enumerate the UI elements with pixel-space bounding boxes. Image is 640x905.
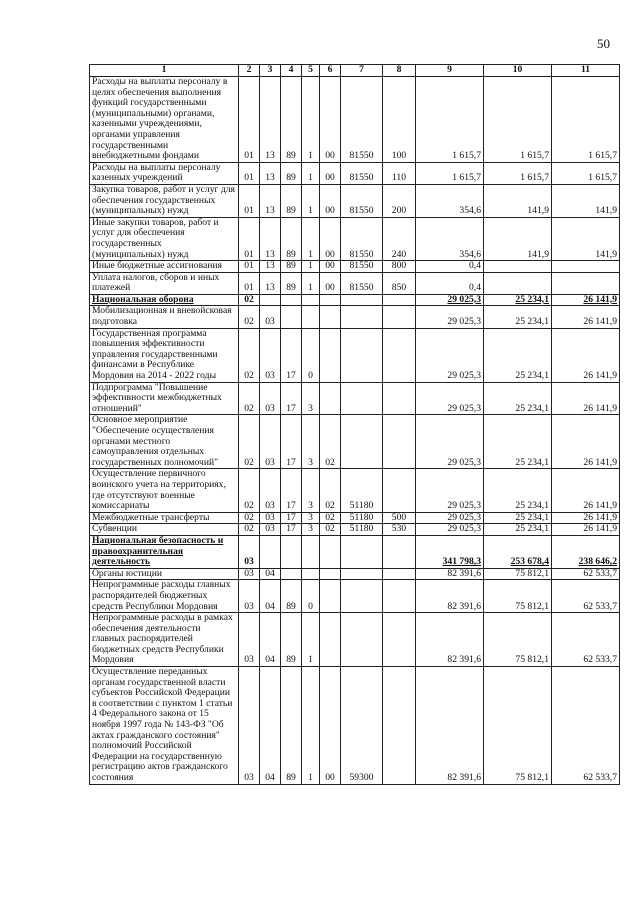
amount-col-9: 29 025,3 <box>416 469 484 512</box>
subprogram-code <box>302 306 320 328</box>
subprogram-code: 3 <box>302 415 320 469</box>
direction-code: 81550 <box>341 272 383 294</box>
amount-col-10 <box>484 261 552 273</box>
row-name: Органы юстиции <box>90 568 239 580</box>
direction-code: 81550 <box>341 261 383 273</box>
amount-col-11: 26 141,9 <box>552 512 620 524</box>
subprogram-code: 1 <box>302 261 320 273</box>
amount-col-9: 1 615,7 <box>416 77 484 163</box>
amount-col-10: 25 234,1 <box>484 306 552 328</box>
expense-type-code: 240 <box>383 217 416 260</box>
table-row <box>90 512 620 524</box>
table-row <box>90 328 620 382</box>
activity-code <box>320 535 341 568</box>
amount-col-10: 75 812,1 <box>484 667 552 785</box>
amount-col-10: 25 234,1 <box>484 328 552 382</box>
section-code: 01 <box>239 184 260 217</box>
header-cell: 2 <box>239 65 260 77</box>
amount-col-9: 354,6 <box>416 217 484 260</box>
amount-col-11: 141,9 <box>552 217 620 260</box>
subprogram-code: 1 <box>302 162 320 184</box>
expense-type-code <box>383 568 416 580</box>
subsection-code: 13 <box>260 162 281 184</box>
subprogram-code: 1 <box>302 77 320 163</box>
table-row <box>90 272 620 294</box>
table-row <box>90 184 620 217</box>
section-code: 01 <box>239 272 260 294</box>
row-name: Иные закупки товаров, работ и услуг для обеспечения государственных (муниципальных) нужд <box>90 217 239 260</box>
subsection-code: 03 <box>260 524 281 536</box>
program-code <box>281 568 302 580</box>
header-cell: 6 <box>320 65 341 77</box>
amount-col-11: 26 141,9 <box>552 328 620 382</box>
amount-col-10: 25 234,1 <box>484 512 552 524</box>
activity-code: 02 <box>320 524 341 536</box>
expense-type-code <box>383 469 416 512</box>
program-code: 89 <box>281 184 302 217</box>
amount-col-9: 29 025,3 <box>416 306 484 328</box>
expense-type-code <box>383 667 416 785</box>
program-code <box>281 306 302 328</box>
activity-code: 00 <box>320 184 341 217</box>
subprogram-code: 0 <box>302 580 320 613</box>
table-row <box>90 162 620 184</box>
activity-code <box>320 568 341 580</box>
direction-code <box>341 568 383 580</box>
header-cell: 11 <box>552 65 620 77</box>
amount-col-10: 25 234,1 <box>484 415 552 469</box>
amount-col-10: 1 615,7 <box>484 162 552 184</box>
amount-col-11: 62 533,7 <box>552 613 620 667</box>
row-name: Национальная оборона <box>90 294 239 306</box>
direction-code <box>341 328 383 382</box>
program-code: 89 <box>281 77 302 163</box>
section-code: 02 <box>239 306 260 328</box>
expense-type-code: 800 <box>383 261 416 273</box>
direction-code <box>341 306 383 328</box>
subprogram-code <box>302 535 320 568</box>
amount-col-9: 1 615,7 <box>416 162 484 184</box>
activity-code: 02 <box>320 469 341 512</box>
amount-col-9: 29 025,3 <box>416 524 484 536</box>
subsection-code: 04 <box>260 667 281 785</box>
amount-col-9: 29 025,3 <box>416 382 484 415</box>
table-row <box>90 217 620 260</box>
table-row <box>90 77 620 163</box>
subsection-code: 13 <box>260 261 281 273</box>
activity-code: 00 <box>320 217 341 260</box>
amount-col-11: 26 141,9 <box>552 382 620 415</box>
amount-col-10: 25 234,1 <box>484 294 552 306</box>
amount-col-9: 29 025,3 <box>416 294 484 306</box>
expense-type-code: 200 <box>383 184 416 217</box>
direction-code: 59300 <box>341 667 383 785</box>
subsection-code <box>260 535 281 568</box>
program-code: 89 <box>281 272 302 294</box>
row-name: Расходы на выплаты персоналу в целях обеспечения выполнения функций государственными (муниципальными) органами, казенными учреждениями, органами управления государственными внебюджетными фондами <box>90 77 239 163</box>
section-code: 02 <box>239 382 260 415</box>
direction-code: 81550 <box>341 77 383 163</box>
row-name: Расходы на выплаты персоналу казенных учреждений <box>90 162 239 184</box>
row-name: Иные бюджетные ассигнования <box>90 261 239 273</box>
row-name: Непрограммные расходы в рамках обеспечения деятельности главных распорядителей бюджетных средств Республики Мордовия <box>90 613 239 667</box>
subprogram-code: 1 <box>302 667 320 785</box>
expense-type-code: 500 <box>383 512 416 524</box>
activity-code: 00 <box>320 261 341 273</box>
row-name: Государственная программа повышения эффективности управления государственными финансами в Республике Мордовия на 2014 - 2022 годы <box>90 328 239 382</box>
expense-type-code <box>383 306 416 328</box>
activity-code <box>320 306 341 328</box>
row-name: Осуществление первичного воинского учета на территориях, где отсутствуют военные комиссариаты <box>90 469 239 512</box>
activity-code <box>320 613 341 667</box>
row-name: Непрограммные расходы главных распорядителей бюджетных средств Республики Мордовия <box>90 580 239 613</box>
activity-code: 00 <box>320 162 341 184</box>
amount-col-10: 141,9 <box>484 184 552 217</box>
amount-col-9: 29 025,3 <box>416 512 484 524</box>
direction-code: 81550 <box>341 184 383 217</box>
amount-col-9: 0,4 <box>416 272 484 294</box>
header-cell: 8 <box>383 65 416 77</box>
program-code: 89 <box>281 667 302 785</box>
header-cell: 10 <box>484 65 552 77</box>
table-row <box>90 469 620 512</box>
subsection-code: 03 <box>260 512 281 524</box>
table-row <box>90 667 620 785</box>
amount-col-11: 141,9 <box>552 184 620 217</box>
subsection-code: 13 <box>260 184 281 217</box>
section-code: 02 <box>239 328 260 382</box>
subsection-code: 13 <box>260 272 281 294</box>
amount-col-11: 26 141,9 <box>552 294 620 306</box>
section-code: 01 <box>239 77 260 163</box>
row-name: Мобилизационная и вневойсковая подготовка <box>90 306 239 328</box>
amount-col-11: 26 141,9 <box>552 524 620 536</box>
activity-code <box>320 294 341 306</box>
subprogram-code: 1 <box>302 272 320 294</box>
amount-col-11: 62 533,7 <box>552 580 620 613</box>
table-row <box>90 261 620 273</box>
program-code: 17 <box>281 382 302 415</box>
subprogram-code: 3 <box>302 524 320 536</box>
program-code: 17 <box>281 524 302 536</box>
section-code: 03 <box>239 613 260 667</box>
section-code: 01 <box>239 217 260 260</box>
direction-code <box>341 613 383 667</box>
section-code: 02 <box>239 469 260 512</box>
subprogram-code: 1 <box>302 217 320 260</box>
activity-code <box>320 328 341 382</box>
amount-col-11: 62 533,7 <box>552 568 620 580</box>
direction-code <box>341 382 383 415</box>
expense-type-code: 100 <box>383 77 416 163</box>
subsection-code: 04 <box>260 568 281 580</box>
direction-code: 51180 <box>341 524 383 536</box>
expense-type-code <box>383 535 416 568</box>
expense-type-code: 110 <box>383 162 416 184</box>
amount-col-11: 1 615,7 <box>552 77 620 163</box>
row-name: Уплата налогов, сборов и иных платежей <box>90 272 239 294</box>
program-code: 17 <box>281 415 302 469</box>
table-row <box>90 613 620 667</box>
header-cell: 5 <box>302 65 320 77</box>
page-number: 50 <box>597 36 610 51</box>
section-code: 02 <box>239 512 260 524</box>
subprogram-code <box>302 568 320 580</box>
section-code: 03 <box>239 580 260 613</box>
section-code: 02 <box>239 415 260 469</box>
expense-type-code <box>383 415 416 469</box>
row-name: Межбюджетные трансферты <box>90 512 239 524</box>
expense-type-code <box>383 294 416 306</box>
section-code: 03 <box>239 568 260 580</box>
amount-col-11: 238 646,2 <box>552 535 620 568</box>
subsection-code: 13 <box>260 77 281 163</box>
amount-col-11: 26 141,9 <box>552 415 620 469</box>
subsection-code: 13 <box>260 217 281 260</box>
amount-col-9: 82 391,6 <box>416 568 484 580</box>
table-row <box>90 382 620 415</box>
table-row <box>90 568 620 580</box>
amount-col-9: 82 391,6 <box>416 667 484 785</box>
expense-type-code: 530 <box>383 524 416 536</box>
program-code: 17 <box>281 512 302 524</box>
amount-col-10: 75 812,1 <box>484 568 552 580</box>
section-code: 01 <box>239 261 260 273</box>
program-code: 89 <box>281 217 302 260</box>
program-code: 89 <box>281 613 302 667</box>
program-code: 17 <box>281 469 302 512</box>
amount-col-9: 29 025,3 <box>416 328 484 382</box>
direction-code: 81550 <box>341 217 383 260</box>
amount-col-10: 1 615,7 <box>484 77 552 163</box>
amount-col-10: 141,9 <box>484 217 552 260</box>
expense-type-code <box>383 328 416 382</box>
program-code: 89 <box>281 580 302 613</box>
direction-code: 81550 <box>341 162 383 184</box>
table-row <box>90 306 620 328</box>
amount-col-9: 29 025,3 <box>416 415 484 469</box>
amount-col-11: 26 141,9 <box>552 469 620 512</box>
activity-code: 02 <box>320 415 341 469</box>
row-name: Национальная безопасность и правоохранительная деятельность <box>90 535 239 568</box>
amount-col-11: 62 533,7 <box>552 667 620 785</box>
amount-col-9: 0,4 <box>416 261 484 273</box>
program-code: 17 <box>281 328 302 382</box>
header-cell: 1 <box>90 65 239 77</box>
program-code: 89 <box>281 261 302 273</box>
amount-col-11 <box>552 261 620 273</box>
row-name: Основное мероприятие "Обеспечение осуществления органами местного самоуправления отдельных государственных полномочий" <box>90 415 239 469</box>
subsection-code: 03 <box>260 306 281 328</box>
subprogram-code: 3 <box>302 469 320 512</box>
subsection-code: 04 <box>260 580 281 613</box>
amount-col-11 <box>552 272 620 294</box>
table-row <box>90 580 620 613</box>
expense-type-code <box>383 382 416 415</box>
subprogram-code: 1 <box>302 184 320 217</box>
subsection-code <box>260 294 281 306</box>
subprogram-code: 3 <box>302 382 320 415</box>
subsection-code: 03 <box>260 415 281 469</box>
program-code: 89 <box>281 162 302 184</box>
section-code: 03 <box>239 535 260 568</box>
amount-col-11: 1 615,7 <box>552 162 620 184</box>
amount-col-9: 82 391,6 <box>416 613 484 667</box>
amount-col-9: 341 798,3 <box>416 535 484 568</box>
activity-code <box>320 382 341 415</box>
expense-type-code: 850 <box>383 272 416 294</box>
section-code: 01 <box>239 162 260 184</box>
direction-code <box>341 535 383 568</box>
activity-code: 00 <box>320 272 341 294</box>
header-cell: 4 <box>281 65 302 77</box>
subprogram-code: 1 <box>302 613 320 667</box>
row-name: Субвенции <box>90 524 239 536</box>
subsection-code: 04 <box>260 613 281 667</box>
direction-code <box>341 580 383 613</box>
subprogram-code <box>302 294 320 306</box>
subprogram-code: 0 <box>302 328 320 382</box>
activity-code: 00 <box>320 77 341 163</box>
header-row <box>90 65 620 77</box>
subsection-code: 03 <box>260 382 281 415</box>
activity-code: 00 <box>320 667 341 785</box>
program-code <box>281 535 302 568</box>
activity-code <box>320 580 341 613</box>
amount-col-10: 75 812,1 <box>484 613 552 667</box>
program-code <box>281 294 302 306</box>
amount-col-10: 25 234,1 <box>484 469 552 512</box>
subprogram-code: 3 <box>302 512 320 524</box>
amount-col-10: 25 234,1 <box>484 524 552 536</box>
subsection-code: 03 <box>260 469 281 512</box>
budget-table <box>89 64 620 785</box>
header-cell: 3 <box>260 65 281 77</box>
amount-col-10: 253 678,4 <box>484 535 552 568</box>
amount-col-11: 26 141,9 <box>552 306 620 328</box>
amount-col-10: 75 812,1 <box>484 580 552 613</box>
expense-type-code <box>383 613 416 667</box>
section-code: 02 <box>239 294 260 306</box>
direction-code: 51180 <box>341 469 383 512</box>
direction-code <box>341 294 383 306</box>
header-cell: 7 <box>341 65 383 77</box>
table-row <box>90 524 620 536</box>
activity-code: 02 <box>320 512 341 524</box>
section-code: 03 <box>239 667 260 785</box>
subsection-code: 03 <box>260 328 281 382</box>
row-name: Подпрограмма "Повышение эффективности межбюджетных отношений" <box>90 382 239 415</box>
direction-code: 51180 <box>341 512 383 524</box>
row-name: Закупка товаров, работ и услуг для обеспечения государственных (муниципальных) нужд <box>90 184 239 217</box>
table-row <box>90 535 620 568</box>
direction-code <box>341 415 383 469</box>
row-name: Осуществление переданных органам государственной власти субъектов Российской Федерации в соответствии с пунктом 1 статьи 4 Федерального закона от 15 ноября 1997 года № 143-ФЗ "Об актах гражданского состояния" полномочий Российской Федерации на государственную регистрацию актов гражданского состояния <box>90 667 239 785</box>
header-cell: 9 <box>416 65 484 77</box>
amount-col-10: 25 234,1 <box>484 382 552 415</box>
section-code: 02 <box>239 524 260 536</box>
amount-col-9: 354,6 <box>416 184 484 217</box>
table-body <box>90 77 620 785</box>
amount-col-9: 82 391,6 <box>416 580 484 613</box>
table-row <box>90 415 620 469</box>
table-row <box>90 294 620 306</box>
amount-col-10 <box>484 272 552 294</box>
expense-type-code <box>383 580 416 613</box>
